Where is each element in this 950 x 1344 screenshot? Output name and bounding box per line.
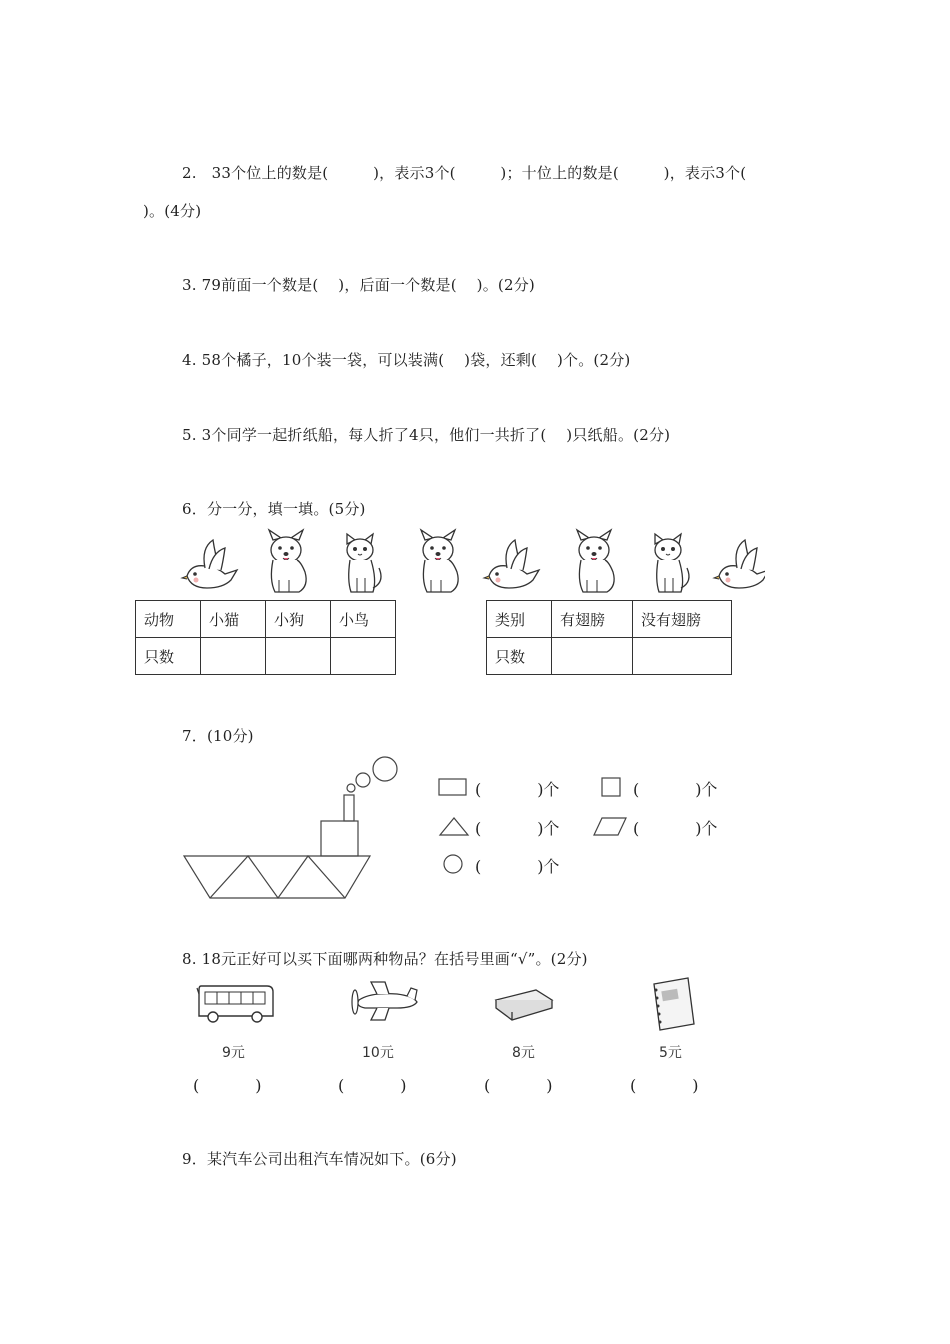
eraser-price: 8元	[512, 1045, 535, 1061]
parallelogram-icon	[592, 815, 628, 841]
notebook-price: 5元	[659, 1045, 682, 1061]
question-2-line-1: 2. 33个位上的数是( )，表示3个( )；十位上的数是( )，表示3个(	[182, 164, 747, 182]
table-header: 有翅膀	[552, 601, 633, 638]
eraser-icon	[492, 986, 556, 1026]
question-2-line-2: )。(4分)	[143, 202, 202, 220]
table-row-label: 只数	[136, 638, 201, 675]
bird-icon	[182, 540, 237, 588]
table-header: 小猫	[201, 601, 266, 638]
table-header: 小狗	[266, 601, 331, 638]
circle-count-blank[interactable]: ( )个	[475, 857, 560, 876]
eraser-answer-blank[interactable]: ( )	[484, 1076, 553, 1095]
boat-figure	[180, 755, 405, 901]
cat-icon	[347, 534, 381, 592]
table-header: 没有翅膀	[633, 601, 732, 638]
rectangle-count-blank[interactable]: ( )个	[475, 780, 560, 799]
airplane-answer-blank[interactable]: ( )	[338, 1076, 407, 1095]
answer-cell[interactable]	[633, 638, 732, 675]
question-4: 4. 58个橘子，10个装一袋，可以装满( )袋，还剩( )个。(2分)	[182, 351, 631, 369]
cat-icon	[655, 534, 689, 592]
table-header: 类别	[487, 601, 552, 638]
bus-icon	[195, 980, 275, 1030]
square-icon	[600, 776, 622, 802]
dog-icon	[269, 530, 306, 592]
bird-icon	[484, 540, 539, 588]
parallelogram-count-blank[interactable]: ( )个	[633, 819, 718, 838]
notebook-icon	[648, 976, 698, 1038]
table-row-label: 只数	[487, 638, 552, 675]
question-3: 3. 79前面一个数是( )，后面一个数是( )。(2分)	[182, 276, 535, 294]
answer-cell[interactable]	[201, 638, 266, 675]
airplane-icon	[341, 978, 421, 1028]
rectangle-icon	[438, 777, 468, 801]
table-header: 小鸟	[331, 601, 396, 638]
dog-icon	[577, 530, 614, 592]
wing-category-table	[486, 600, 732, 675]
airplane-price: 10元	[362, 1045, 394, 1061]
animal-strip	[175, 528, 765, 594]
table-header: 动物	[136, 601, 201, 638]
animal-count-table	[135, 600, 396, 675]
question-7-title: 7．(10分)	[182, 727, 254, 745]
square-count-blank[interactable]: ( )个	[633, 780, 718, 799]
question-5: 5. 3个同学一起折纸船，每人折了4只，他们一共折了( )只纸船。(2分)	[182, 426, 671, 444]
circle-icon	[442, 853, 466, 879]
answer-cell[interactable]	[266, 638, 331, 675]
notebook-answer-blank[interactable]: ( )	[630, 1076, 699, 1095]
question-8-title: 8. 18元正好可以买下面哪两种物品？在括号里画“√”。(2分)	[182, 950, 588, 968]
answer-cell[interactable]	[331, 638, 396, 675]
answer-cell[interactable]	[552, 638, 633, 675]
bus-answer-blank[interactable]: ( )	[193, 1076, 262, 1095]
triangle-icon	[438, 815, 470, 841]
question-6-title: 6．分一分，填一填。(5分)	[182, 500, 366, 518]
dog-icon	[421, 530, 458, 592]
bird-icon	[714, 540, 765, 588]
triangle-count-blank[interactable]: ( )个	[475, 819, 560, 838]
bus-price: 9元	[222, 1045, 245, 1061]
question-9: 9．某汽车公司出租汽车情况如下。(6分)	[182, 1150, 457, 1168]
